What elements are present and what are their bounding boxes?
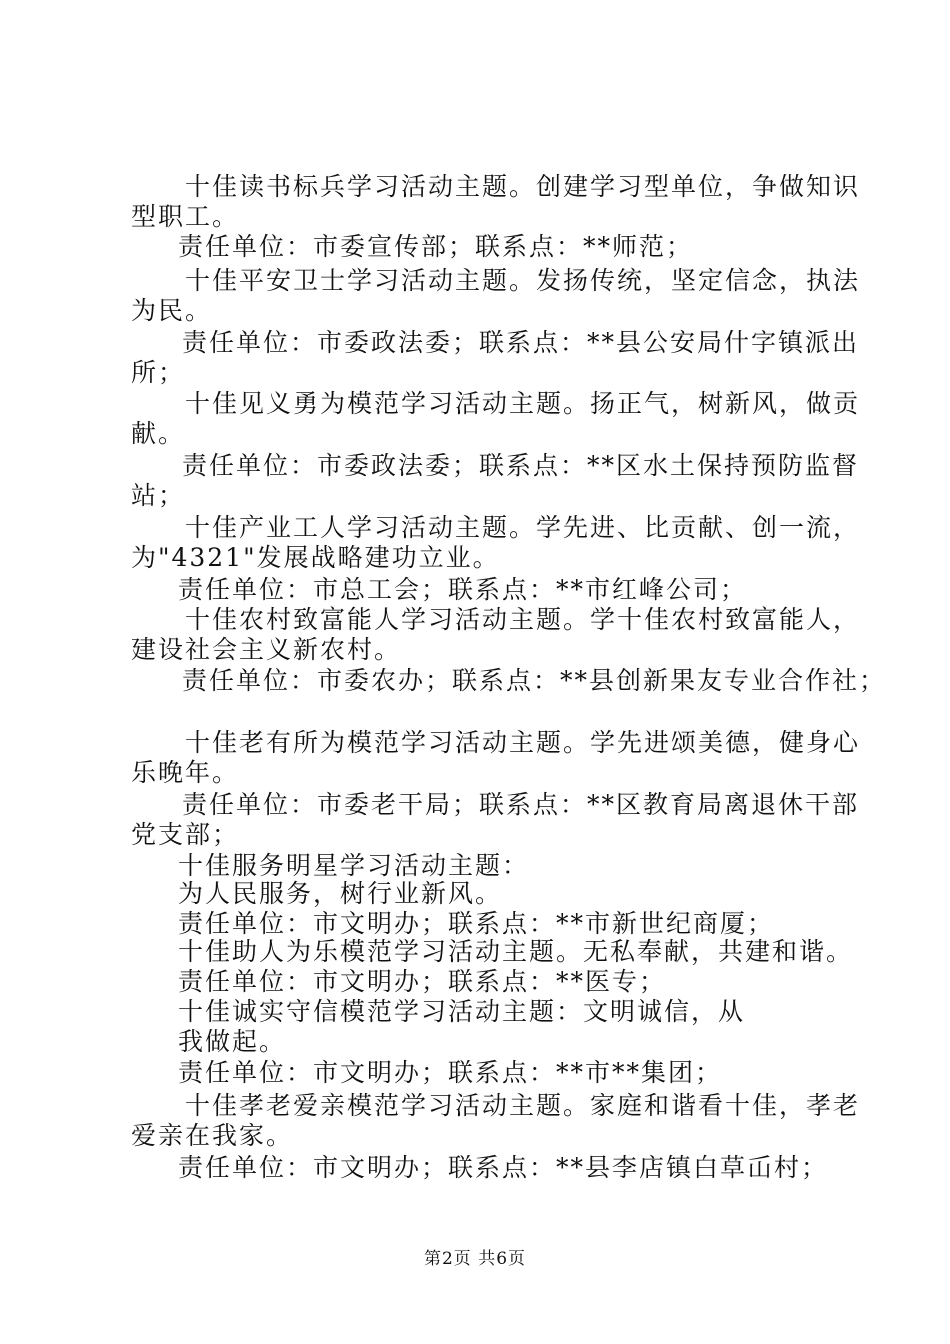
paragraph-line: 责任单位：市委农办；联系点：**县创新果友专业合作社； [182,666,887,695]
paragraph-line: 责任单位：市文明办；联系点：**医专； [178,967,667,996]
paragraph-line: 为民。 [131,296,213,325]
paragraph-line: 所； [131,358,186,387]
paragraph-line: 我做起。 [178,1027,287,1056]
paragraph-line: 为"4321"发展战略建功立业。 [131,543,500,572]
paragraph-line: 十佳平安卫士学习活动主题。发扬传统，坚定信念，执法 [185,266,861,295]
paragraph-line: 责任单位：市文明办；联系点：**市**集团； [178,1058,723,1087]
paragraph-line: 十佳助人为乐模范学习活动主题。无私奉献，共建和谐。 [178,937,854,966]
paragraph-line: 十佳产业工人学习活动主题。学先进、比贡献、创一流， [185,513,861,542]
paragraph-line: 责任单位：市总工会；联系点：**市红峰公司； [178,575,748,604]
paragraph-line: 十佳诚实守信模范学习活动主题：文明诚信，从 [178,997,746,1026]
paragraph-line: 型职工。 [131,202,240,231]
paragraph-line: 党支部； [131,820,240,849]
paragraph-line: 乐晚年。 [131,758,240,787]
paragraph-line: 爱亲在我家。 [131,1121,294,1150]
page-footer: 第2页 共6页 [423,1249,527,1269]
paragraph-line: 责任单位：市委政法委；联系点：**县公安局什字镇派出 [182,328,860,357]
paragraph-line: 献。 [131,419,186,448]
paragraph-line: 建设社会主义新农村。 [131,635,402,664]
paragraph-line: 十佳服务明星学习活动主题： [178,851,530,880]
paragraph-line: 责任单位：市文明办；联系点：**市新世纪商厦； [178,909,775,938]
paragraph-line: 责任单位：市委老干局；联系点：**区教育局离退休干部 [182,790,860,819]
paragraph-line: 十佳读书标兵学习活动主题。创建学习型单位，争做知识 [185,172,861,201]
paragraph-line: 责任单位：市文明办；联系点：**县李店镇白草屲村； [178,1153,829,1182]
paragraph-line: 十佳农村致富能人学习活动主题。学十佳农村致富能人， [185,605,861,634]
paragraph-line: 责任单位：市委宣传部；联系点：**师范； [178,232,694,261]
paragraph-line: 十佳老有所为模范学习活动主题。学先进颂美德，健身心 [185,728,861,757]
paragraph-line: 站； [131,481,186,510]
paragraph-line: 责任单位：市委政法委；联系点：**区水土保持预防监督 [182,451,860,480]
paragraph-line: 十佳见义勇为模范学习活动主题。扬正气，树新风，做贡 [185,389,861,418]
paragraph-line: 为人民服务，树行业新风。 [178,879,503,908]
paragraph-line: 十佳孝老爱亲模范学习活动主题。家庭和谐看十佳，孝老 [185,1091,861,1120]
